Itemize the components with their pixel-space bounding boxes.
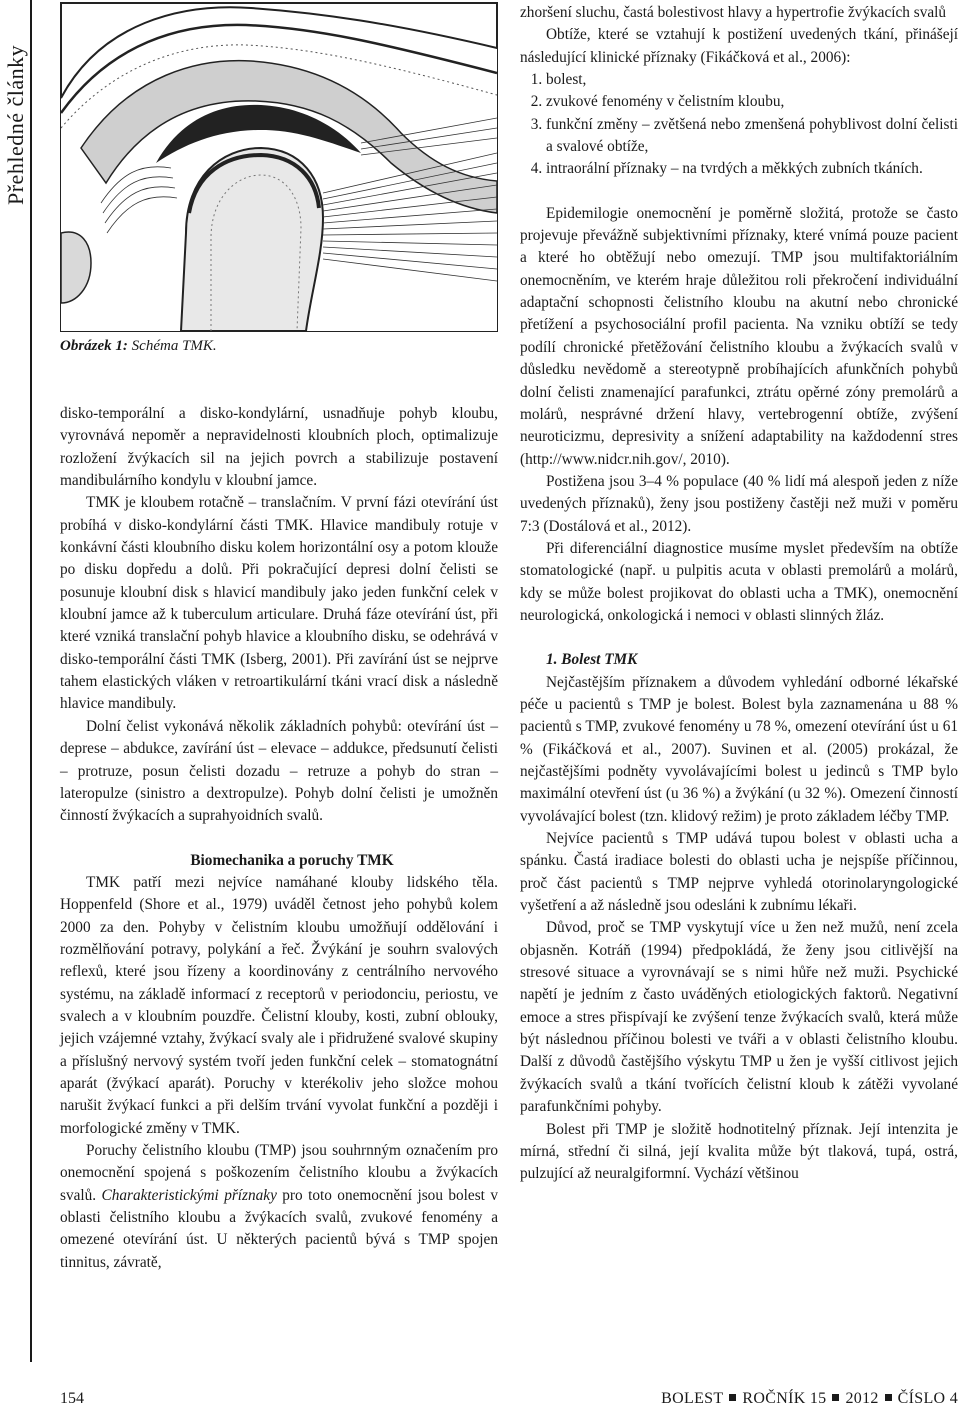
paragraph: Epidemilogie onemocnění je poměrně složitá, protože se často projevuje převážně subjektivními příznaky, které vnímá pouze pacient a které ho obtěžují nebo omezují. TMP jsou multifaktoriálním onemocněním, ve kterém hraje důležitou roli překročení individuální adaptační schopnosti čelistního kloubu na akutní nebo chronické přetížení a psychosociální profil pacienta. Na vzniku obtíží se tedy podílí chronické přetěžování čelistního kloubu a žvýkacích svalů v důsledku nevědomě a stereotypně probíhajících afunkčních pohybů dolní čelisti znamenající parafunkci, ztrátu opěrné zóny premolárů a molárů, nesprávné držení hlavy, vertebrogenní obtíže, zvýšení neuroticizmu, depresivity a snížení adaptability na každodenní stres (http://www.nidcr.nih.gov/, 2010). [520,204,958,468]
spacer [520,181,958,203]
separator-square [885,1394,892,1401]
paragraph: disko-temporální a disko-kondylární, usnadňuje pohyb kloubu, vyrovnává nepoměr a nepravidelnosti kloubních ploch, optimalizuje rozložení žvýkacích sil na jejich povrch a stabilizuje postavení mandibulárního kondylu v kloubní jamce. [60,405,498,490]
paragraph: Nejvíce pacientů s TMP udává tupou bolest v oblasti ucha a spánku. Častá iradiace bolesti do oblasti ucha je nejspíše příčinnou, proč část pacientů s TMP nejprve vyhledá otorinolaryngologické vyšetření a až následně jsou odesláni k zubnímu lékaři. [520,830,958,915]
journal-issue: ČÍSLO 4 [897,1390,958,1407]
section-tab-label: Přehledné články [3,44,28,205]
text-run-italic: Charakteristickými příznaky [101,1186,277,1204]
paragraph: Postižena jsou 3–4 % populace (40 % lidí má alespoň jeden z níže uvedených příznaků), ženy jsou postiženy častěji než muži v poměru 7:3 (Dostálová et al., 2012). [520,472,958,535]
paragraph: Při diferenciální diagnostice musíme myslet především na obtíže stomatologické (např. u pulpitis acuta v oblasti premolárů a molárů, kdy se může bolest projikovat do oblasti ucha a TMK), onemocnění neurologická, onkologická i nemoci v oblasti slinných žláz. [520,539,958,624]
left-column [60,403,498,1274]
journal-volume: ROČNÍK 15 [742,1390,827,1407]
paragraph: TMK je kloubem rotačně – translačním. V první fázi otevírání úst probíhá v disko-kondylární části TMK. Hlavice mandibuly rotuje v konkávní části kloubního disku kolem horizontální osy a potom klouže po disku dopředu a dolů. Při pokračující depresi dolní čelisti se posunuje kloubní disk s hlavicí mandibuly jako jeden funkční celek v kloubní jamce až k tuberculum articulare. Druhá fáze otevírání úst, při které vzniká translační pohyb hlavice a kloubního disku, se odehrává v disko-temporální části TMK (Isberg, 2001). Při zavírání úst se nejprve tahem elastických vláken v retroartikulární tkáni vrací disk a následně hlavice mandibuly. [60,494,498,713]
right-column [520,2,958,1186]
paragraph: Obtíže, které se vztahují k postižení uvedených tkání, přinášejí následující klinické příznaky (Fikáčková et al., 2006): [520,26,958,66]
paragraph: Nejčastějším příznakem a důvodem vyhledání odborné lékařské péče u pacientů s TMP je bolest. Bolest byla zaznamenána u 88 % pacientů s TMP, zvukové fenomény u 78 %, omezení otevírání úst u 61 % (Fikáčková et al., 2007). Suvinen et al. (2005) prokázal, že nejčastějšími podněty vyvolávajícími bolest u jedinců s TMP bylo maximální otevření úst (u 36 %) a žvýkání (u 32 %). Omezení činností vyvolávající bolest (tzn. klidový režim) je proto základem léčby TMP. [520,673,958,825]
spacer [60,828,498,850]
figure-caption-text: Schéma TMK. [131,338,217,354]
paragraph [60,1140,498,1274]
figure-caption [60,338,217,355]
list-item: 4. intraorální příznaky – na tvrdých a měkkých zubních tkáních. [546,158,958,180]
journal-footer [661,1390,958,1408]
journal-name: BOLEST [661,1390,724,1407]
side-rule [30,0,32,1362]
paragraph: Bolest při TMP je složitě hodnotitelný příznak. Její intenzita je mírná, střední či silná, její kvalita může být tlaková, tupá, ostrá, pulzující až neuralgiformní. Vychází většinou [520,1120,958,1183]
list-item: 2. zvukové fenomény v čelistním kloubu, [546,91,958,113]
text-run: Poruchy čelistního kloubu (TMP) jsou souhrnným označením pro onemocnění spojená s poškozením čelistního kloubu a žvýkacích svalů. [60,1142,498,1204]
paragraph: Dolní čelist vykonává několik základních pohybů: otevírání úst – deprese – abdukce, zavírání úst – elevace – addukce, předsunutí čelisti – protruze, posun čelisti dozadu – retruze a pohyb do stran – lateropulze (sinistro a dextropulze). Pohyb dolní čelisti je umožněn činností žvýkacích a suprahyoidních svalů. [60,717,498,825]
subsection-heading: 1. Bolest TMK [546,651,638,669]
paragraph: Důvod, proč se TMP vyskytují více u žen než mužů, není zcela objasněn. Kotráň (1994) předpokládá, že ženy jsou citlivější na stresové situace a vyrovnávají se s nimi hůře než muži. Psychické napětí je jedním z často uváděných etiologických faktorů. Negativní emoce a stres přispívají ke zvýšení tenze žvýkacích svalů, která může být následnou příčinou bolesti ve tváři a v oblasti čelistního kloubu. Další z důvodů častějšího výskytu TMP u žen je vyšší citlivost jejich žvýkacích svalů a tkání tvořících čelistní kloub k zátěži vyvolané parafunkčními pohyby. [520,919,958,1116]
page-number: 154 [60,1390,84,1407]
tmj-illustration [61,3,497,331]
section-heading: Biomechanika a poruchy TMK [190,851,394,869]
spacer [520,627,958,649]
list-item: 3. funkční změny – zvětšená nebo zmenšená pohyblivost dolní čelisti a svalové obtíže, [546,114,958,159]
text-run: pro toto onemocnění jsou bolest v oblasti čelistního kloubu a žvýkacích svalů, zvukové fenomény a omezené otevírání úst. U některých pacientů bývá s TMP spojen tinnitus, závratě, [60,1186,498,1271]
list-item: 1. bolest, [546,69,958,91]
journal-year: 2012 [845,1390,879,1407]
separator-square [729,1394,736,1401]
figure-caption-label: Obrázek 1: [60,338,128,354]
section-tab [0,0,30,210]
paragraph: zhoršení sluchu, častá bolestivost hlavy a hypertrofie žvýkacích svalů [520,4,947,21]
tmj-figure [60,2,498,332]
symptom-list [520,69,958,181]
separator-square [832,1394,839,1401]
paragraph: TMK patří mezi nejvíce namáhané klouby lidského těla. Hoppenfeld (Shore et al., 1979) uváděl četnost jeho pohybů kolem 2000 za den. Pohyby v čelistním kloubu umožňují oddělování i rozmělňování potravy, polykání a řeč. Žvýkání je souhrn svalových reflexů, které jsou řízeny a koordinovány z centrálního nervového systému, na základě informací z receptorů v periodonciu, periostu, ve svalech a v kloubním pouzdře. Čelistní klouby, kosti, zubní oblouky, jejich vzájemné vztahy, žvýkací svaly ale i přidružené svalové skupiny a příslušný nervový systém tvoří jeden funkční celek – stomatognátní aparát (žvýkací aparát). Poruchy v kterékoliv jeho složce mohou narušit žvýkací funkci a při delším trvání vyvolat funkční a později i morfologické změny v TMK. [60,873,498,1137]
